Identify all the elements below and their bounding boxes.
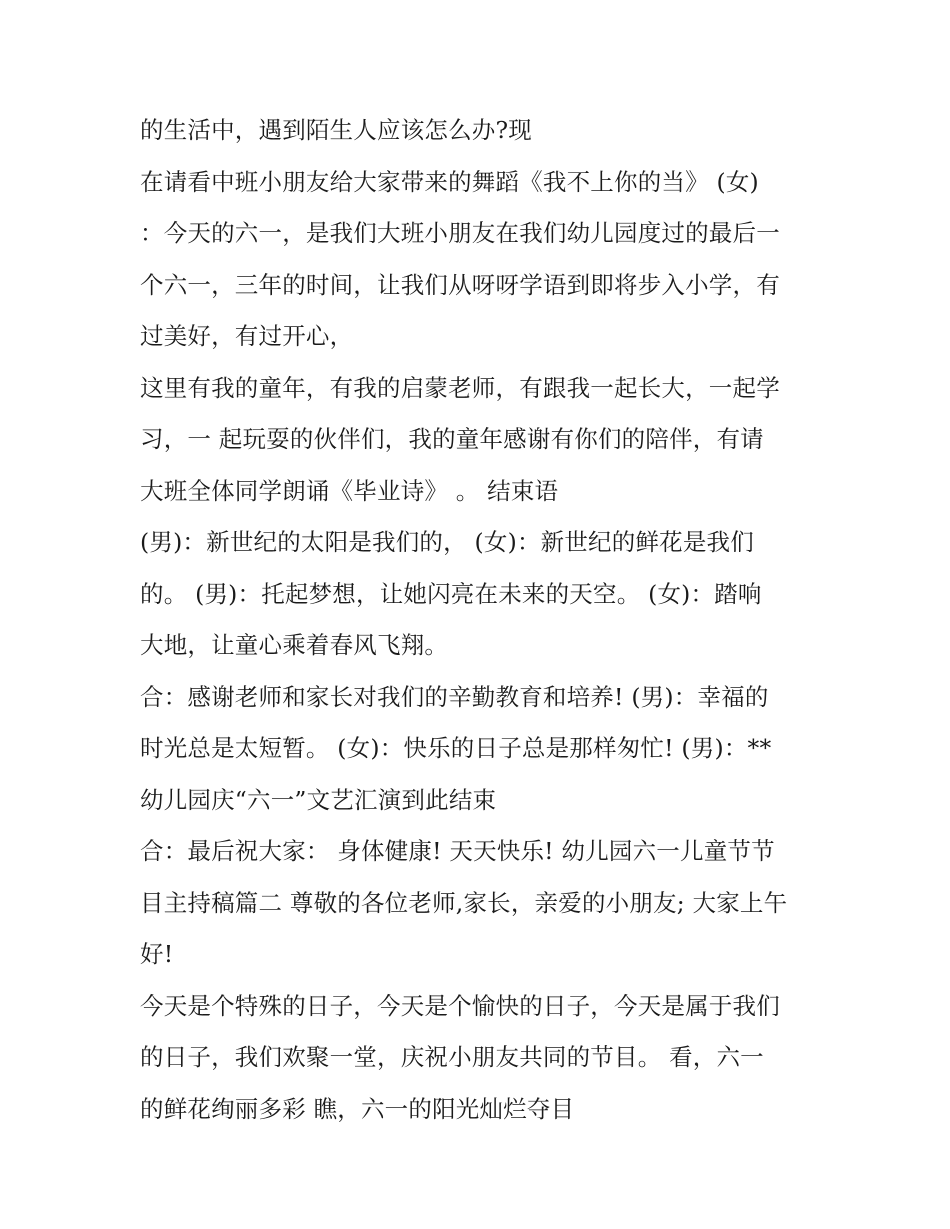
document-body (140, 110, 820, 1140)
text-line: 过美好，有过开心， (140, 322, 354, 350)
text-line: 习，一 起玩耍的伙伴们，我的童年感谢有你们的陪伴，有请 (140, 425, 764, 453)
text-line: 目主持稿篇二 尊敬的各位老师,家长，亲爱的小朋友; 大家上午 (140, 888, 788, 917)
text-line: 合：感谢老师和家长对我们的辛勤教育和培养! (男)：幸福的 (140, 682, 769, 711)
text-line: 在请看中班小朋友给大家带来的舞蹈《我不上你的当》 (女) (140, 167, 759, 196)
text-line: 好! (140, 940, 174, 968)
text-line: 的鲜花绚丽多彩 瞧，六一的阳光灿烂夺目 (140, 1094, 575, 1123)
text-line: 今天是个特殊的日子，今天是个愉快的日子，今天是属于我们 (140, 991, 780, 1020)
text-line: 的日子，我们欢聚一堂，庆祝小朋友共同的节目。 看，六一 (140, 1043, 764, 1071)
text-line: 个六一，三年的时间，让我们从呀呀学语到即将步入小学，有 (140, 270, 780, 299)
text-line: 这里有我的童年，有我的启蒙老师，有跟我一起长大，一起学 (140, 373, 780, 402)
text-line: 时光总是太短暂。 (女)：快乐的日子总是那样匆忙! (男)：** (140, 734, 772, 762)
text-line: 合：最后祝大家： 身体健康! 天天快乐! 幼儿园六一儿童节节 (140, 837, 775, 865)
text-line: (男)：新世纪的太阳是我们的， (女)：新世纪的鲜花是我们 (140, 528, 754, 556)
text-line: 大班全体同学朗诵《毕业诗》 。 结束语 (140, 476, 559, 505)
text-line: ：今天的六一，是我们大班小朋友在我们幼儿园度过的最后一 (140, 219, 780, 247)
text-line: 幼儿园庆“六一”文艺汇演到此结束 (140, 785, 497, 814)
text-line: 的生活中，遇到陌生人应该怎么办?现 (140, 116, 532, 144)
text-line: 大地，让童心乘着春风飞翔。 (140, 631, 449, 659)
text-line: 的。 (男)：托起梦想，让她闪亮在未来的天空。 (女)：踏响 (140, 579, 762, 608)
